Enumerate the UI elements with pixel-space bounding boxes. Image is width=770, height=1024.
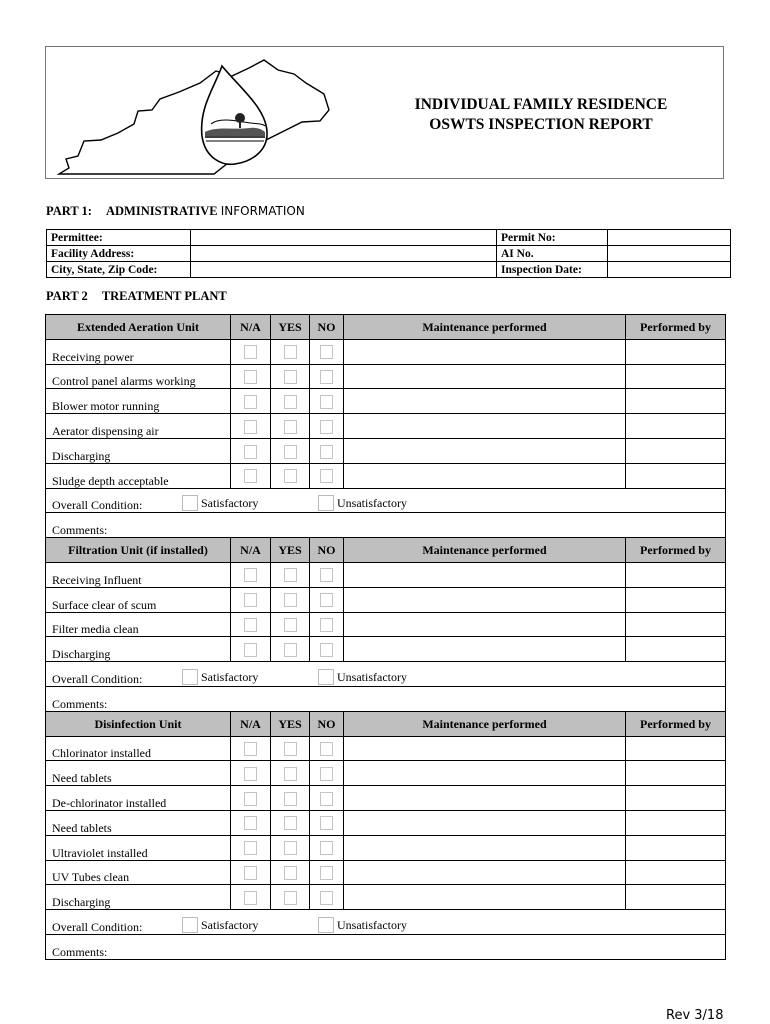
overall-condition-label: Overall Condition: bbox=[52, 671, 143, 686]
title-line-2: OSWTS INSPECTION REPORT bbox=[429, 116, 653, 133]
part2-heading bbox=[46, 289, 227, 304]
checkbox-cell-yes bbox=[271, 414, 310, 439]
checkbox-cell-yes bbox=[271, 860, 310, 885]
column-header-no: NO bbox=[310, 315, 344, 340]
section-header-row bbox=[46, 315, 726, 340]
checklist-row bbox=[46, 810, 726, 835]
checkbox-na[interactable] bbox=[244, 742, 257, 756]
checkbox-cell-no bbox=[310, 612, 344, 637]
overall-condition-row bbox=[46, 910, 726, 935]
performed-by-field[interactable] bbox=[626, 339, 726, 364]
unsatisfactory-checkbox[interactable] bbox=[318, 669, 334, 685]
checkbox-cell-yes bbox=[271, 389, 310, 414]
checklist-row bbox=[46, 885, 726, 910]
maintenance-field[interactable] bbox=[344, 463, 626, 488]
satisfactory-label: Satisfactory bbox=[201, 669, 259, 684]
checkbox-cell-yes bbox=[271, 364, 310, 389]
checkbox-yes[interactable] bbox=[284, 345, 297, 359]
inspection-date-field[interactable] bbox=[608, 262, 731, 278]
checkbox-yes[interactable] bbox=[284, 395, 297, 409]
checkbox-cell-na bbox=[231, 414, 271, 439]
checkbox-yes[interactable] bbox=[284, 816, 297, 830]
checkbox-na[interactable] bbox=[244, 420, 257, 434]
checklist-item-label: Discharging bbox=[46, 637, 231, 662]
comments-row bbox=[46, 934, 726, 959]
performed-by-field[interactable] bbox=[626, 810, 726, 835]
checkbox-cell-na bbox=[231, 860, 271, 885]
treatment-plant-table bbox=[45, 314, 726, 960]
checkbox-cell-yes bbox=[271, 339, 310, 364]
unsatisfactory-label: Unsatisfactory bbox=[337, 917, 407, 932]
checkbox-no[interactable] bbox=[320, 767, 333, 781]
checkbox-cell-na bbox=[231, 637, 271, 662]
checkbox-na[interactable] bbox=[244, 593, 257, 607]
checkbox-cell-no bbox=[310, 463, 344, 488]
checkbox-no[interactable] bbox=[320, 370, 333, 384]
satisfactory-option bbox=[182, 495, 258, 511]
performed-by-field[interactable] bbox=[626, 463, 726, 488]
checkbox-no[interactable] bbox=[320, 345, 333, 359]
overall-condition-cell bbox=[46, 488, 726, 513]
checkbox-cell-no bbox=[310, 562, 344, 587]
performed-by-field[interactable] bbox=[626, 637, 726, 662]
facility-address-label: Facility Address: bbox=[47, 246, 191, 262]
performed-by-field[interactable] bbox=[626, 414, 726, 439]
satisfactory-checkbox[interactable] bbox=[182, 669, 198, 685]
part2-label: PART 2 bbox=[46, 289, 88, 303]
checkbox-na[interactable] bbox=[244, 370, 257, 384]
checklist-row bbox=[46, 835, 726, 860]
checkbox-no[interactable] bbox=[320, 618, 333, 632]
maintenance-field[interactable] bbox=[344, 637, 626, 662]
satisfactory-label: Satisfactory bbox=[201, 917, 259, 932]
checkbox-cell-no bbox=[310, 810, 344, 835]
checkbox-yes[interactable] bbox=[284, 742, 297, 756]
checklist-row bbox=[46, 860, 726, 885]
checkbox-cell-na bbox=[231, 835, 271, 860]
maintenance-field[interactable] bbox=[344, 860, 626, 885]
checkbox-cell-yes bbox=[271, 786, 310, 811]
checklist-row bbox=[46, 562, 726, 587]
unsatisfactory-label: Unsatisfactory bbox=[337, 496, 407, 511]
maintenance-field[interactable] bbox=[344, 364, 626, 389]
performed-by-field[interactable] bbox=[626, 835, 726, 860]
checklist-row bbox=[46, 414, 726, 439]
unsatisfactory-option bbox=[318, 669, 407, 685]
checklist-row bbox=[46, 339, 726, 364]
checkbox-cell-na bbox=[231, 389, 271, 414]
checkbox-yes[interactable] bbox=[284, 445, 297, 459]
checkbox-cell-yes bbox=[271, 562, 310, 587]
maintenance-field[interactable] bbox=[344, 587, 626, 612]
column-header-maintenance: Maintenance performed bbox=[344, 315, 626, 340]
overall-condition-row bbox=[46, 488, 726, 513]
section-title: Disinfection Unit bbox=[46, 711, 231, 736]
maintenance-field[interactable] bbox=[344, 389, 626, 414]
checkbox-na[interactable] bbox=[244, 866, 257, 880]
checklist-row bbox=[46, 637, 726, 662]
permittee-label: Permittee: bbox=[47, 230, 191, 246]
checkbox-cell-yes bbox=[271, 810, 310, 835]
maintenance-field[interactable] bbox=[344, 810, 626, 835]
checkbox-na[interactable] bbox=[244, 618, 257, 632]
part1-label: PART 1: bbox=[46, 204, 92, 218]
checkbox-cell-no bbox=[310, 637, 344, 662]
section-header-row bbox=[46, 538, 726, 563]
performed-by-field[interactable] bbox=[626, 389, 726, 414]
checkbox-cell-yes bbox=[271, 587, 310, 612]
checkbox-cell-yes bbox=[271, 885, 310, 910]
performed-by-field[interactable] bbox=[626, 562, 726, 587]
maintenance-field[interactable] bbox=[344, 414, 626, 439]
checkbox-cell-no bbox=[310, 389, 344, 414]
checkbox-no[interactable] bbox=[320, 593, 333, 607]
checkbox-yes[interactable] bbox=[284, 593, 297, 607]
checkbox-cell-na bbox=[231, 438, 271, 463]
checkbox-cell-no bbox=[310, 860, 344, 885]
checklist-row bbox=[46, 786, 726, 811]
checklist-item-label: Filter media clean bbox=[46, 612, 231, 637]
performed-by-field[interactable] bbox=[626, 438, 726, 463]
kentucky-state-logo bbox=[54, 50, 344, 178]
checklist-item-label: Need tablets bbox=[46, 761, 231, 786]
part1-heading bbox=[46, 204, 305, 219]
checkbox-yes[interactable] bbox=[284, 420, 297, 434]
checkbox-cell-no bbox=[310, 414, 344, 439]
column-header-performed-by: Performed by bbox=[626, 315, 726, 340]
column-header-maintenance: Maintenance performed bbox=[344, 711, 626, 736]
checkbox-yes[interactable] bbox=[284, 891, 297, 905]
permit-no-field[interactable] bbox=[608, 230, 731, 246]
checkbox-cell-na bbox=[231, 562, 271, 587]
checkbox-cell-no bbox=[310, 339, 344, 364]
checklist-item-label: Receiving Influent bbox=[46, 562, 231, 587]
section-title: Extended Aeration Unit bbox=[46, 315, 231, 340]
checkbox-no[interactable] bbox=[320, 445, 333, 459]
checklist-row bbox=[46, 612, 726, 637]
report-title bbox=[376, 95, 706, 135]
checkbox-cell-no bbox=[310, 736, 344, 761]
unsatisfactory-option bbox=[318, 917, 407, 933]
checklist-item-label: De-chlorinator installed bbox=[46, 786, 231, 811]
checklist-item-label: Surface clear of scum bbox=[46, 587, 231, 612]
checkbox-no[interactable] bbox=[320, 816, 333, 830]
checkbox-na[interactable] bbox=[244, 469, 257, 483]
city-state-zip-field[interactable] bbox=[191, 262, 497, 278]
checkbox-cell-no bbox=[310, 587, 344, 612]
permit-no-label: Permit No: bbox=[497, 230, 608, 246]
satisfactory-option bbox=[182, 917, 258, 933]
admin-info-table bbox=[46, 229, 731, 278]
part1-title-rest: INFORMATION bbox=[220, 204, 305, 218]
maintenance-field[interactable] bbox=[344, 562, 626, 587]
checkbox-yes[interactable] bbox=[284, 568, 297, 582]
checkbox-cell-na bbox=[231, 786, 271, 811]
column-header-yes: YES bbox=[271, 315, 310, 340]
checkbox-cell-na bbox=[231, 364, 271, 389]
checklist-item-label: Need tablets bbox=[46, 810, 231, 835]
performed-by-field[interactable] bbox=[626, 885, 726, 910]
checkbox-yes[interactable] bbox=[284, 370, 297, 384]
maintenance-field[interactable] bbox=[344, 786, 626, 811]
checklist-row bbox=[46, 463, 726, 488]
checkbox-no[interactable] bbox=[320, 841, 333, 855]
checklist-item-label: Aerator dispensing air bbox=[46, 414, 231, 439]
checkbox-na[interactable] bbox=[244, 891, 257, 905]
checkbox-no[interactable] bbox=[320, 792, 333, 806]
maintenance-field[interactable] bbox=[344, 835, 626, 860]
checkbox-no[interactable] bbox=[320, 568, 333, 582]
checklist-item-label: UV Tubes clean bbox=[46, 860, 231, 885]
inspection-date-label: Inspection Date: bbox=[497, 262, 608, 278]
checkbox-cell-yes bbox=[271, 761, 310, 786]
checkbox-cell-yes bbox=[271, 463, 310, 488]
overall-condition-label: Overall Condition: bbox=[52, 498, 143, 513]
performed-by-field[interactable] bbox=[626, 612, 726, 637]
checklist-row bbox=[46, 389, 726, 414]
section-header-row bbox=[46, 711, 726, 736]
checkbox-cell-na bbox=[231, 810, 271, 835]
comments-field[interactable]: Comments: bbox=[46, 934, 726, 959]
checklist-row bbox=[46, 438, 726, 463]
checklist-row bbox=[46, 761, 726, 786]
column-header-na: N/A bbox=[231, 711, 271, 736]
checklist-item-label: Control panel alarms working bbox=[46, 364, 231, 389]
report-header bbox=[45, 46, 724, 179]
checkbox-yes[interactable] bbox=[284, 643, 297, 657]
checkbox-cell-yes bbox=[271, 612, 310, 637]
maintenance-field[interactable] bbox=[344, 885, 626, 910]
unsatisfactory-label: Unsatisfactory bbox=[337, 669, 407, 684]
checkbox-cell-na bbox=[231, 885, 271, 910]
ai-no-label: AI No. bbox=[497, 246, 608, 262]
column-header-na: N/A bbox=[231, 315, 271, 340]
checkbox-cell-no bbox=[310, 885, 344, 910]
maintenance-field[interactable] bbox=[344, 438, 626, 463]
checklist-item-label: Receiving power bbox=[46, 339, 231, 364]
overall-condition-cell bbox=[46, 662, 726, 687]
column-header-yes: YES bbox=[271, 711, 310, 736]
checkbox-na[interactable] bbox=[244, 568, 257, 582]
column-header-no: NO bbox=[310, 711, 344, 736]
checkbox-cell-no bbox=[310, 438, 344, 463]
performed-by-field[interactable] bbox=[626, 761, 726, 786]
checkbox-na[interactable] bbox=[244, 643, 257, 657]
column-header-na: N/A bbox=[231, 538, 271, 563]
checkbox-cell-yes bbox=[271, 835, 310, 860]
unsatisfactory-checkbox[interactable] bbox=[318, 917, 334, 933]
checklist-item-label: Discharging bbox=[46, 438, 231, 463]
checkbox-no[interactable] bbox=[320, 420, 333, 434]
checkbox-cell-yes bbox=[271, 438, 310, 463]
checkbox-cell-na bbox=[231, 761, 271, 786]
performed-by-field[interactable] bbox=[626, 860, 726, 885]
column-header-no: NO bbox=[310, 538, 344, 563]
checkbox-cell-no bbox=[310, 786, 344, 811]
comments-field[interactable]: Comments: bbox=[46, 513, 726, 538]
maintenance-field[interactable] bbox=[344, 761, 626, 786]
maintenance-field[interactable] bbox=[344, 736, 626, 761]
checkbox-na[interactable] bbox=[244, 841, 257, 855]
checkbox-cell-no bbox=[310, 364, 344, 389]
satisfactory-label: Satisfactory bbox=[201, 496, 259, 511]
maintenance-field[interactable] bbox=[344, 612, 626, 637]
checkbox-yes[interactable] bbox=[284, 618, 297, 632]
performed-by-field[interactable] bbox=[626, 736, 726, 761]
checkbox-na[interactable] bbox=[244, 792, 257, 806]
checkbox-cell-na bbox=[231, 736, 271, 761]
facility-address-field[interactable] bbox=[191, 246, 497, 262]
checklist-row bbox=[46, 736, 726, 761]
column-header-performed-by: Performed by bbox=[626, 711, 726, 736]
overall-condition-label: Overall Condition: bbox=[52, 919, 143, 934]
unsatisfactory-option bbox=[318, 495, 407, 511]
checklist-item-label: Discharging bbox=[46, 885, 231, 910]
satisfactory-option bbox=[182, 669, 258, 685]
checkbox-cell-na bbox=[231, 587, 271, 612]
checkbox-na[interactable] bbox=[244, 445, 257, 459]
title-line-1: INDIVIDUAL FAMILY RESIDENCE bbox=[414, 96, 668, 113]
part1-title: ADMINISTRATIVE bbox=[105, 204, 218, 218]
overall-condition-row bbox=[46, 662, 726, 687]
comments-row bbox=[46, 686, 726, 711]
performed-by-field[interactable] bbox=[626, 786, 726, 811]
checkbox-cell-na bbox=[231, 612, 271, 637]
checkbox-yes[interactable] bbox=[284, 767, 297, 781]
checkbox-cell-na bbox=[231, 463, 271, 488]
permittee-field[interactable] bbox=[191, 230, 497, 246]
satisfactory-checkbox[interactable] bbox=[182, 495, 198, 511]
column-header-performed-by: Performed by bbox=[626, 538, 726, 563]
checkbox-yes[interactable] bbox=[284, 469, 297, 483]
checkbox-na[interactable] bbox=[244, 767, 257, 781]
unsatisfactory-checkbox[interactable] bbox=[318, 495, 334, 511]
performed-by-field[interactable] bbox=[626, 364, 726, 389]
checklist-item-label: Sludge depth acceptable bbox=[46, 463, 231, 488]
checklist-item-label: Ultraviolet installed bbox=[46, 835, 231, 860]
column-header-yes: YES bbox=[271, 538, 310, 563]
checkbox-no[interactable] bbox=[320, 643, 333, 657]
part2-title: TREATMENT PLANT bbox=[101, 289, 227, 303]
comments-field[interactable]: Comments: bbox=[46, 686, 726, 711]
maintenance-field[interactable] bbox=[344, 339, 626, 364]
checkbox-cell-na bbox=[231, 339, 271, 364]
checkbox-no[interactable] bbox=[320, 866, 333, 880]
checkbox-cell-yes bbox=[271, 736, 310, 761]
checkbox-no[interactable] bbox=[320, 395, 333, 409]
checkbox-yes[interactable] bbox=[284, 792, 297, 806]
checkbox-no[interactable] bbox=[320, 469, 333, 483]
comments-row bbox=[46, 513, 726, 538]
checkbox-no[interactable] bbox=[320, 891, 333, 905]
ai-no-field[interactable] bbox=[608, 246, 731, 262]
overall-condition-cell bbox=[46, 910, 726, 935]
checkbox-na[interactable] bbox=[244, 816, 257, 830]
column-header-maintenance: Maintenance performed bbox=[344, 538, 626, 563]
checklist-row bbox=[46, 587, 726, 612]
checklist-item-label: Blower motor running bbox=[46, 389, 231, 414]
checkbox-cell-no bbox=[310, 835, 344, 860]
section-title: Filtration Unit (if installed) bbox=[46, 538, 231, 563]
checkbox-cell-yes bbox=[271, 637, 310, 662]
city-state-zip-label: City, State, Zip Code: bbox=[47, 262, 191, 278]
checkbox-na[interactable] bbox=[244, 395, 257, 409]
performed-by-field[interactable] bbox=[626, 587, 726, 612]
checkbox-yes[interactable] bbox=[284, 866, 297, 880]
checkbox-no[interactable] bbox=[320, 742, 333, 756]
checklist-row bbox=[46, 364, 726, 389]
checkbox-yes[interactable] bbox=[284, 841, 297, 855]
checklist-item-label: Chlorinator installed bbox=[46, 736, 231, 761]
checkbox-cell-no bbox=[310, 761, 344, 786]
revision-label: Rev 3/18 bbox=[666, 1008, 724, 1023]
checkbox-na[interactable] bbox=[244, 345, 257, 359]
satisfactory-checkbox[interactable] bbox=[182, 917, 198, 933]
